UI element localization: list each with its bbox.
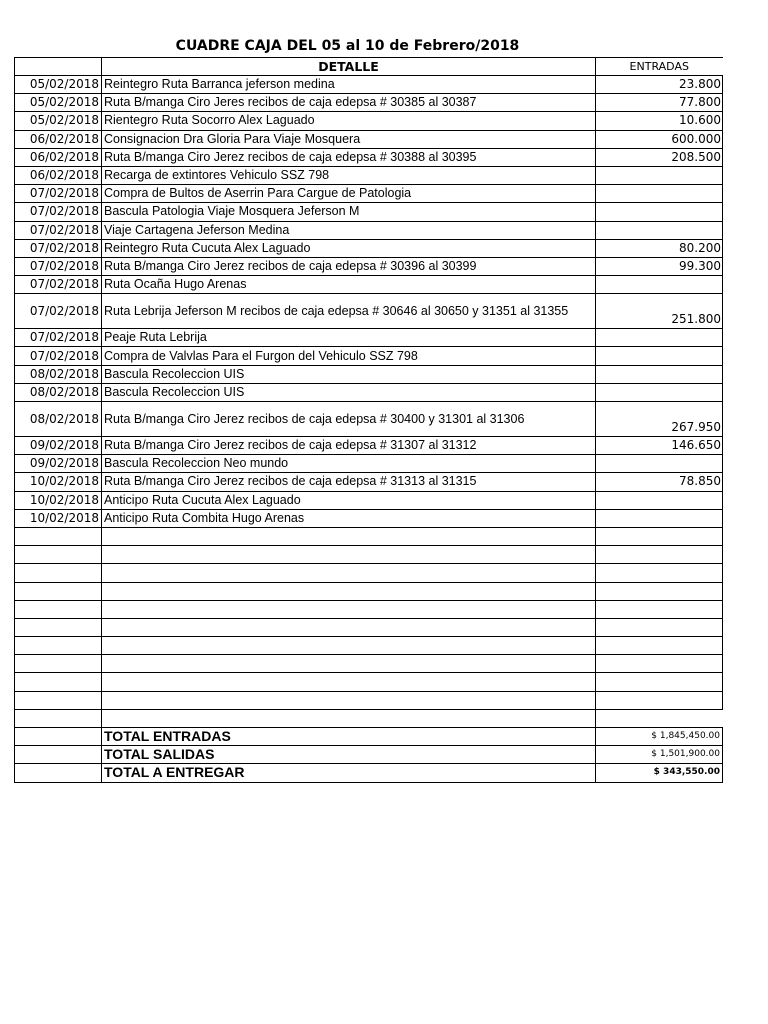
empty-date-cell bbox=[15, 637, 102, 655]
table-row bbox=[15, 402, 723, 437]
row-date: 08/02/2018 bbox=[15, 383, 102, 401]
row-date: 10/02/2018 bbox=[15, 509, 102, 527]
total-value: $ 1,845,450.00 bbox=[596, 728, 723, 746]
empty-detail-cell bbox=[102, 546, 596, 564]
table-row bbox=[15, 257, 723, 275]
total-label: TOTAL A ENTREGAR bbox=[102, 764, 596, 782]
row-amount: 251.800 bbox=[596, 294, 723, 329]
total-label: TOTAL ENTRADAS bbox=[102, 728, 596, 746]
empty-date-cell bbox=[15, 709, 102, 727]
table-row bbox=[15, 509, 723, 527]
total-value: $ 343,550.00 bbox=[596, 764, 723, 782]
empty-amount-cell bbox=[596, 546, 723, 564]
empty-amount-cell bbox=[596, 582, 723, 600]
table-row bbox=[15, 130, 723, 148]
header-entradas: ENTRADAS bbox=[596, 58, 723, 76]
table-row bbox=[15, 185, 723, 203]
empty-date-cell bbox=[15, 582, 102, 600]
empty-row bbox=[15, 582, 723, 600]
empty-amount-cell bbox=[596, 618, 723, 636]
empty-detail-cell bbox=[102, 709, 596, 727]
row-detail: Ruta Lebrija Jeferson M recibos de caja edepsa # 30646 al 30650 y 31351 al 31355 bbox=[102, 294, 596, 329]
empty-amount-cell bbox=[596, 637, 723, 655]
row-detail: Bascula Recoleccion Neo mundo bbox=[102, 455, 596, 473]
empty-date-cell bbox=[15, 691, 102, 709]
row-detail: Ruta B/manga Ciro Jerez recibos de caja edepsa # 31307 al 31312 bbox=[102, 437, 596, 455]
table-row bbox=[15, 491, 723, 509]
row-detail: Bascula Recoleccion UIS bbox=[102, 365, 596, 383]
ledger-body bbox=[15, 58, 723, 783]
empty-row bbox=[15, 709, 723, 727]
header-date-cell bbox=[15, 58, 102, 76]
row-date: 07/02/2018 bbox=[15, 294, 102, 329]
empty-row bbox=[15, 564, 723, 582]
table-row bbox=[15, 473, 723, 491]
row-amount bbox=[596, 203, 723, 221]
row-detail: Ruta Ocaña Hugo Arenas bbox=[102, 276, 596, 294]
page-title: CUADRE CAJA DEL 05 al 10 de Febrero/2018 bbox=[175, 38, 520, 54]
row-amount bbox=[596, 185, 723, 203]
row-date: 07/02/2018 bbox=[15, 257, 102, 275]
total-value: $ 1,501,900.00 bbox=[596, 746, 723, 764]
total-row bbox=[15, 764, 723, 782]
row-amount bbox=[596, 166, 723, 184]
row-detail: Ruta B/manga Ciro Jerez recibos de caja edepsa # 31313 al 31315 bbox=[102, 473, 596, 491]
empty-amount-cell bbox=[596, 673, 723, 691]
empty-row bbox=[15, 655, 723, 673]
empty-detail-cell bbox=[102, 564, 596, 582]
empty-row bbox=[15, 600, 723, 618]
total-row bbox=[15, 728, 723, 746]
empty-date-cell bbox=[15, 618, 102, 636]
table-row bbox=[15, 437, 723, 455]
row-amount bbox=[596, 491, 723, 509]
row-amount: 208.500 bbox=[596, 148, 723, 166]
table-row bbox=[15, 239, 723, 257]
row-amount bbox=[596, 276, 723, 294]
row-amount: 23.800 bbox=[596, 76, 723, 94]
row-amount: 99.300 bbox=[596, 257, 723, 275]
empty-detail-cell bbox=[102, 691, 596, 709]
row-amount bbox=[596, 455, 723, 473]
empty-detail-cell bbox=[102, 600, 596, 618]
row-detail: Ruta B/manga Ciro Jerez recibos de caja edepsa # 30388 al 30395 bbox=[102, 148, 596, 166]
row-amount bbox=[596, 221, 723, 239]
cash-ledger-table bbox=[14, 57, 723, 783]
empty-row bbox=[15, 618, 723, 636]
row-date: 05/02/2018 bbox=[15, 94, 102, 112]
table-row bbox=[15, 203, 723, 221]
row-amount: 78.850 bbox=[596, 473, 723, 491]
empty-row bbox=[15, 546, 723, 564]
table-row bbox=[15, 221, 723, 239]
row-date: 09/02/2018 bbox=[15, 437, 102, 455]
empty-amount-cell bbox=[596, 655, 723, 673]
row-amount bbox=[596, 383, 723, 401]
row-detail: Bascula Patologia Viaje Mosquera Jeferson M bbox=[102, 203, 596, 221]
empty-detail-cell bbox=[102, 637, 596, 655]
row-detail: Recarga de extintores Vehiculo SSZ 798 bbox=[102, 166, 596, 184]
row-amount bbox=[596, 347, 723, 365]
table-row bbox=[15, 112, 723, 130]
empty-detail-cell bbox=[102, 582, 596, 600]
empty-date-cell bbox=[15, 564, 102, 582]
row-amount bbox=[596, 365, 723, 383]
row-date: 06/02/2018 bbox=[15, 130, 102, 148]
total-row bbox=[15, 746, 723, 764]
total-label: TOTAL SALIDAS bbox=[102, 746, 596, 764]
row-amount: 80.200 bbox=[596, 239, 723, 257]
total-blank-cell bbox=[15, 764, 102, 782]
empty-detail-cell bbox=[102, 527, 596, 545]
empty-date-cell bbox=[15, 655, 102, 673]
row-amount bbox=[596, 329, 723, 347]
row-detail: Reintegro Ruta Barranca jeferson medina bbox=[102, 76, 596, 94]
row-detail: Anticipo Ruta Cucuta Alex Laguado bbox=[102, 491, 596, 509]
table-row bbox=[15, 365, 723, 383]
empty-amount-cell bbox=[596, 600, 723, 618]
total-blank-cell bbox=[15, 728, 102, 746]
row-date: 07/02/2018 bbox=[15, 221, 102, 239]
row-amount: 77.800 bbox=[596, 94, 723, 112]
row-detail: Consignacion Dra Gloria Para Viaje Mosquera bbox=[102, 130, 596, 148]
row-amount: 267.950 bbox=[596, 402, 723, 437]
row-date: 07/02/2018 bbox=[15, 347, 102, 365]
table-row bbox=[15, 76, 723, 94]
table-row bbox=[15, 276, 723, 294]
row-detail: Compra de Bultos de Aserrin Para Cargue de Patologia bbox=[102, 185, 596, 203]
row-date: 06/02/2018 bbox=[15, 166, 102, 184]
row-amount bbox=[596, 509, 723, 527]
total-blank-cell bbox=[15, 746, 102, 764]
row-date: 10/02/2018 bbox=[15, 491, 102, 509]
row-detail: Ruta B/manga Ciro Jerez recibos de caja edepsa # 30400 y 31301 al 31306 bbox=[102, 402, 596, 437]
row-date: 07/02/2018 bbox=[15, 276, 102, 294]
empty-row bbox=[15, 691, 723, 709]
row-detail: Reintegro Ruta Cucuta Alex Laguado bbox=[102, 239, 596, 257]
empty-row bbox=[15, 527, 723, 545]
row-detail: Rientegro Ruta Socorro Alex Laguado bbox=[102, 112, 596, 130]
table-row bbox=[15, 166, 723, 184]
table-row bbox=[15, 148, 723, 166]
row-date: 05/02/2018 bbox=[15, 76, 102, 94]
row-date: 08/02/2018 bbox=[15, 402, 102, 437]
empty-amount-cell bbox=[596, 564, 723, 582]
row-date: 05/02/2018 bbox=[15, 112, 102, 130]
empty-date-cell bbox=[15, 546, 102, 564]
row-amount: 600.000 bbox=[596, 130, 723, 148]
empty-row bbox=[15, 673, 723, 691]
empty-amount-cell bbox=[596, 527, 723, 545]
empty-detail-cell bbox=[102, 655, 596, 673]
table-row bbox=[15, 383, 723, 401]
row-detail: Peaje Ruta Lebrija bbox=[102, 329, 596, 347]
table-row bbox=[15, 94, 723, 112]
row-detail: Ruta B/manga Ciro Jeres recibos de caja edepsa # 30385 al 30387 bbox=[102, 94, 596, 112]
row-detail: Ruta B/manga Ciro Jerez recibos de caja edepsa # 30396 al 30399 bbox=[102, 257, 596, 275]
table-row bbox=[15, 455, 723, 473]
row-date: 06/02/2018 bbox=[15, 148, 102, 166]
row-date: 10/02/2018 bbox=[15, 473, 102, 491]
row-detail: Compra de Valvlas Para el Furgon del Vehiculo SSZ 798 bbox=[102, 347, 596, 365]
empty-date-cell bbox=[15, 527, 102, 545]
row-detail: Viaje Cartagena Jeferson Medina bbox=[102, 221, 596, 239]
empty-date-cell bbox=[15, 600, 102, 618]
row-date: 08/02/2018 bbox=[15, 365, 102, 383]
table-row bbox=[15, 294, 723, 329]
row-detail: Bascula Recoleccion UIS bbox=[102, 383, 596, 401]
row-date: 09/02/2018 bbox=[15, 455, 102, 473]
empty-amount-cell bbox=[596, 709, 723, 727]
row-detail: Anticipo Ruta Combita Hugo Arenas bbox=[102, 509, 596, 527]
row-date: 07/02/2018 bbox=[15, 329, 102, 347]
table-row bbox=[15, 347, 723, 365]
row-date: 07/02/2018 bbox=[15, 203, 102, 221]
empty-row bbox=[15, 637, 723, 655]
row-date: 07/02/2018 bbox=[15, 239, 102, 257]
header-row bbox=[15, 58, 723, 76]
row-amount: 10.600 bbox=[596, 112, 723, 130]
header-detalle: DETALLE bbox=[102, 58, 596, 76]
empty-amount-cell bbox=[596, 691, 723, 709]
empty-detail-cell bbox=[102, 673, 596, 691]
table-row bbox=[15, 329, 723, 347]
empty-detail-cell bbox=[102, 618, 596, 636]
row-amount: 146.650 bbox=[596, 437, 723, 455]
empty-date-cell bbox=[15, 673, 102, 691]
row-date: 07/02/2018 bbox=[15, 185, 102, 203]
